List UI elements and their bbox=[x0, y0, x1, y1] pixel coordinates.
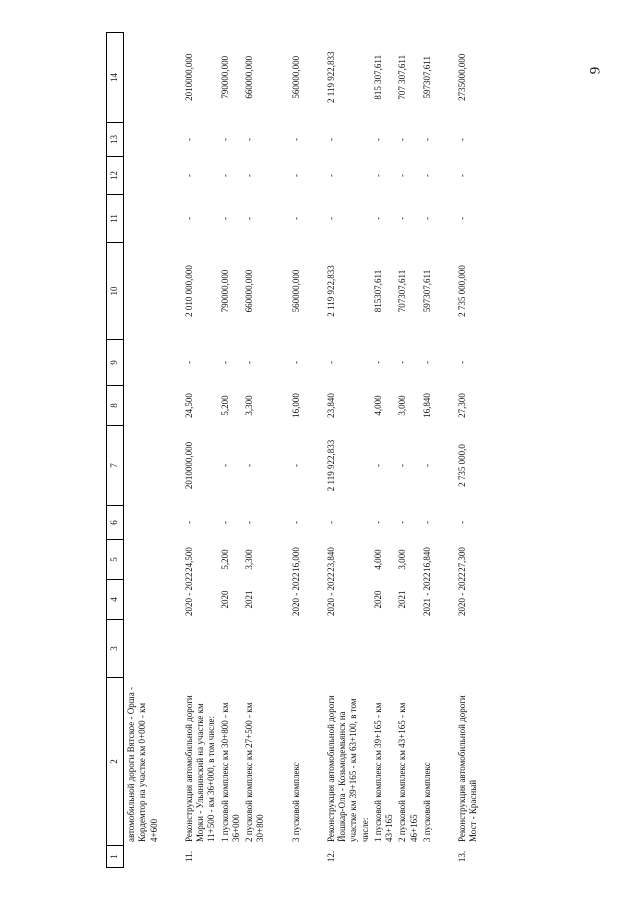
cell-c7: - bbox=[290, 464, 301, 467]
cell-c8: 3,000 bbox=[397, 395, 408, 416]
col-header-1: 1 bbox=[107, 846, 124, 868]
cell-c9: - bbox=[290, 361, 301, 364]
cell-name: 1 пусковой комплекс км 30+800 - км 36+000 bbox=[219, 702, 241, 842]
cell-c10: 660000,000 bbox=[244, 269, 254, 313]
table-row bbox=[420, 33, 433, 868]
table-row bbox=[289, 33, 302, 868]
cell-name: Реконструкция автомобильной дороги Йошкар-Ола - Козьмодемьянск на участке км 39+165 - км 63+100, в том числе: bbox=[325, 695, 370, 842]
cell-name: 2 пусковой комплекс км 27+500 - км 30+800 bbox=[244, 702, 266, 842]
cell-c9: - bbox=[372, 361, 383, 364]
cell-c12: - bbox=[372, 174, 383, 177]
cell-c14: 815 307,611 bbox=[372, 54, 383, 100]
cell-c8: 24,500 bbox=[183, 393, 194, 418]
cell-c14: 560000,000 bbox=[290, 55, 301, 99]
col-header-10: 10 bbox=[107, 243, 124, 340]
cell-c11: - bbox=[244, 217, 254, 220]
cell-c12: - bbox=[219, 174, 230, 177]
cell-c3 bbox=[455, 620, 480, 678]
row-gap bbox=[267, 33, 289, 868]
cell-name: 2 пусковой комплекс км 43+165 - км 46+165 bbox=[397, 702, 419, 842]
cell-c13: - bbox=[183, 138, 194, 141]
cell-c3 bbox=[242, 620, 267, 678]
cell-c5: 3,300 bbox=[244, 549, 254, 570]
cell-number: 13. bbox=[457, 850, 467, 863]
cell-c8 bbox=[124, 386, 160, 426]
cell-c10: 2 735 000,000 bbox=[457, 265, 467, 317]
cell-c12: - bbox=[290, 174, 301, 177]
col-header-8: 8 bbox=[107, 386, 124, 426]
cell-years: 2020 bbox=[372, 590, 383, 609]
cell-c10: 560000,000 bbox=[290, 269, 301, 313]
cell-c11: - bbox=[183, 217, 194, 220]
cell-name: автомобильной дороги Вятское - Оршa - Кордемтор на участке км 0+000 - км 4+600 bbox=[126, 687, 159, 842]
cell-c9: - bbox=[325, 361, 336, 364]
cell-years: 2020 - 2022 bbox=[290, 572, 301, 616]
cell-c5: 16,840 bbox=[421, 547, 432, 572]
cell-c5: 27,300 bbox=[457, 547, 467, 572]
col-header-7: 7 bbox=[107, 426, 124, 506]
cell-c3 bbox=[371, 620, 396, 678]
cell-c3 bbox=[420, 620, 433, 678]
cell-c14 bbox=[124, 33, 160, 123]
cell-c3 bbox=[289, 620, 302, 678]
rotated-table-container bbox=[106, 33, 576, 868]
cell-c7: - bbox=[421, 464, 432, 467]
cell-c12: - bbox=[183, 174, 194, 177]
cell-years bbox=[124, 580, 160, 620]
col-header-9: 9 bbox=[107, 340, 124, 386]
table-row bbox=[455, 33, 480, 868]
cell-c5: 23,840 bbox=[325, 547, 336, 572]
cell-c14: 2010000,000 bbox=[183, 53, 194, 101]
table-row bbox=[124, 33, 160, 868]
cell-c12: - bbox=[244, 174, 254, 177]
cell-c9: - bbox=[421, 361, 432, 364]
cell-c3 bbox=[124, 620, 160, 678]
cell-c5 bbox=[124, 540, 160, 580]
cell-number: 12. bbox=[325, 850, 336, 863]
cell-years: 2020 bbox=[219, 590, 230, 609]
cell-c3 bbox=[182, 620, 218, 678]
cell-years: 2020 - 2022 bbox=[183, 572, 194, 616]
cell-name: Реконструкция автомобильной дороги Морки - Ульянинский на участке км 11+500 - км 36+000, в том числе: bbox=[183, 695, 217, 842]
row-gap bbox=[433, 33, 455, 868]
cell-number bbox=[371, 846, 396, 868]
table-row bbox=[324, 33, 371, 868]
cell-c10: 597307,611 bbox=[421, 269, 432, 313]
cell-c10: 790000,000 bbox=[219, 269, 230, 313]
cell-c14: 660000,000 bbox=[244, 55, 254, 99]
cell-c14: 2 119 922,833 bbox=[325, 51, 336, 103]
page-number: 9 bbox=[587, 66, 604, 75]
cell-c13: - bbox=[457, 138, 467, 141]
cell-c14: 597307,611 bbox=[421, 56, 432, 99]
cell-c5: 24,500 bbox=[183, 547, 194, 572]
cell-c5: 5,200 bbox=[219, 549, 230, 570]
cell-number: 11. bbox=[183, 851, 194, 862]
col-header-3: 3 bbox=[107, 620, 124, 678]
cell-number bbox=[242, 846, 267, 868]
cell-name: 3 пусковой комплекс bbox=[421, 762, 432, 842]
cell-c9: - bbox=[244, 361, 254, 364]
cell-c6: - bbox=[219, 521, 230, 524]
cell-c7: 2 119 922,833 bbox=[325, 439, 336, 492]
row-gap bbox=[302, 33, 324, 868]
table-row bbox=[395, 33, 420, 868]
cell-c13 bbox=[124, 123, 160, 157]
col-header-12: 12 bbox=[107, 157, 124, 195]
cell-c5: 4,000 bbox=[372, 549, 383, 570]
cell-number bbox=[395, 846, 420, 868]
table-row bbox=[371, 33, 396, 868]
cell-c12: - bbox=[421, 174, 432, 177]
cell-c12: - bbox=[457, 174, 467, 177]
cell-c9: - bbox=[219, 361, 230, 364]
cell-c12 bbox=[124, 157, 160, 195]
cell-c12: - bbox=[325, 174, 336, 177]
cell-years: 2021 bbox=[244, 590, 254, 609]
cell-c13: - bbox=[421, 138, 432, 141]
cell-c11: - bbox=[290, 217, 301, 220]
cell-c13: - bbox=[290, 138, 301, 141]
cell-c13: - bbox=[372, 138, 383, 141]
table-row bbox=[242, 33, 267, 868]
cell-years: 2021 - 2022 bbox=[421, 572, 432, 616]
cell-c6: - bbox=[372, 521, 383, 524]
table-row bbox=[218, 33, 243, 868]
cell-c6: - bbox=[397, 521, 408, 524]
cell-c11: - bbox=[325, 217, 336, 220]
cell-c9 bbox=[124, 340, 160, 386]
cell-c7: - bbox=[372, 464, 383, 467]
cell-years: 2020 - 2022 bbox=[457, 572, 467, 616]
cell-years: 2020 - 2022 bbox=[325, 572, 336, 616]
cell-c10: 815307,611 bbox=[372, 269, 383, 313]
cell-c6: - bbox=[325, 521, 336, 524]
cell-c10: 2 010 000,000 bbox=[183, 265, 194, 317]
cell-number bbox=[124, 846, 160, 868]
cell-c5: 3,000 bbox=[397, 549, 408, 570]
cell-c3 bbox=[395, 620, 420, 678]
cell-c8: 5,200 bbox=[219, 395, 230, 416]
cell-c6: - bbox=[290, 521, 301, 524]
cell-c6: - bbox=[183, 521, 194, 524]
cell-c11: - bbox=[372, 217, 383, 220]
cell-years: 2021 bbox=[397, 590, 408, 609]
cell-c7: 2010000,000 bbox=[183, 441, 194, 490]
cell-c6: - bbox=[421, 521, 432, 524]
col-header-13: 13 bbox=[107, 123, 124, 157]
cell-number bbox=[289, 846, 302, 868]
cell-c7: - bbox=[219, 464, 230, 467]
cell-c7: 2 735 000,0 bbox=[457, 444, 467, 487]
cell-c10: 707307,611 bbox=[397, 269, 408, 313]
cell-c9: - bbox=[183, 361, 194, 364]
cell-number bbox=[218, 846, 243, 868]
cell-c8: 16,840 bbox=[421, 393, 432, 418]
cell-c8: 3,300 bbox=[244, 395, 254, 416]
cell-c13: - bbox=[219, 138, 230, 141]
cell-name: 3 пусковой комплекс bbox=[290, 762, 301, 842]
cell-c14: 2735000,000 bbox=[457, 53, 467, 101]
cell-c11: - bbox=[457, 217, 467, 220]
cell-c12: - bbox=[397, 174, 408, 177]
cell-c11: - bbox=[421, 217, 432, 220]
col-header-14: 14 bbox=[107, 33, 124, 123]
data-table bbox=[106, 32, 480, 868]
cell-c7 bbox=[124, 426, 160, 506]
cell-name: 1 пусковой комплекс км 39+165 - км 43+165 bbox=[372, 702, 394, 842]
col-header-4: 4 bbox=[107, 580, 124, 620]
cell-c11: - bbox=[397, 217, 408, 220]
cell-c9: - bbox=[457, 361, 467, 364]
cell-c7: - bbox=[244, 464, 254, 467]
cell-c7: - bbox=[397, 464, 408, 467]
cell-c3 bbox=[324, 620, 371, 678]
cell-c13: - bbox=[397, 138, 408, 141]
col-header-5: 5 bbox=[107, 540, 124, 580]
cell-c8: 27,300 bbox=[457, 393, 467, 418]
cell-number bbox=[420, 846, 433, 868]
cell-c3 bbox=[218, 620, 243, 678]
cell-c14: 790000,000 bbox=[219, 55, 230, 99]
cell-name: Реконструкция автомобильной дороги Мост - Красный bbox=[457, 695, 479, 842]
cell-c8: 4,000 bbox=[372, 395, 383, 416]
col-header-11: 11 bbox=[107, 195, 124, 243]
cell-c11: - bbox=[219, 217, 230, 220]
col-header-6: 6 bbox=[107, 506, 124, 540]
cell-c9: - bbox=[397, 361, 408, 364]
cell-c10: 2 119 922,833 bbox=[325, 265, 336, 317]
cell-c8: 23,840 bbox=[325, 393, 336, 418]
column-number-row bbox=[107, 33, 124, 868]
col-header-2: 2 bbox=[107, 678, 124, 846]
row-gap bbox=[160, 33, 182, 868]
table-row bbox=[182, 33, 218, 868]
cell-c8: 16,000 bbox=[290, 393, 301, 418]
cell-c6 bbox=[124, 506, 160, 540]
cell-c6: - bbox=[244, 521, 254, 524]
cell-c13: - bbox=[244, 138, 254, 141]
cell-c6: - bbox=[457, 521, 467, 524]
cell-c10 bbox=[124, 243, 160, 340]
cell-c11 bbox=[124, 195, 160, 243]
cell-c5: 16,000 bbox=[290, 547, 301, 572]
cell-c13: - bbox=[325, 138, 336, 141]
cell-c14: 707 307,611 bbox=[397, 54, 408, 100]
